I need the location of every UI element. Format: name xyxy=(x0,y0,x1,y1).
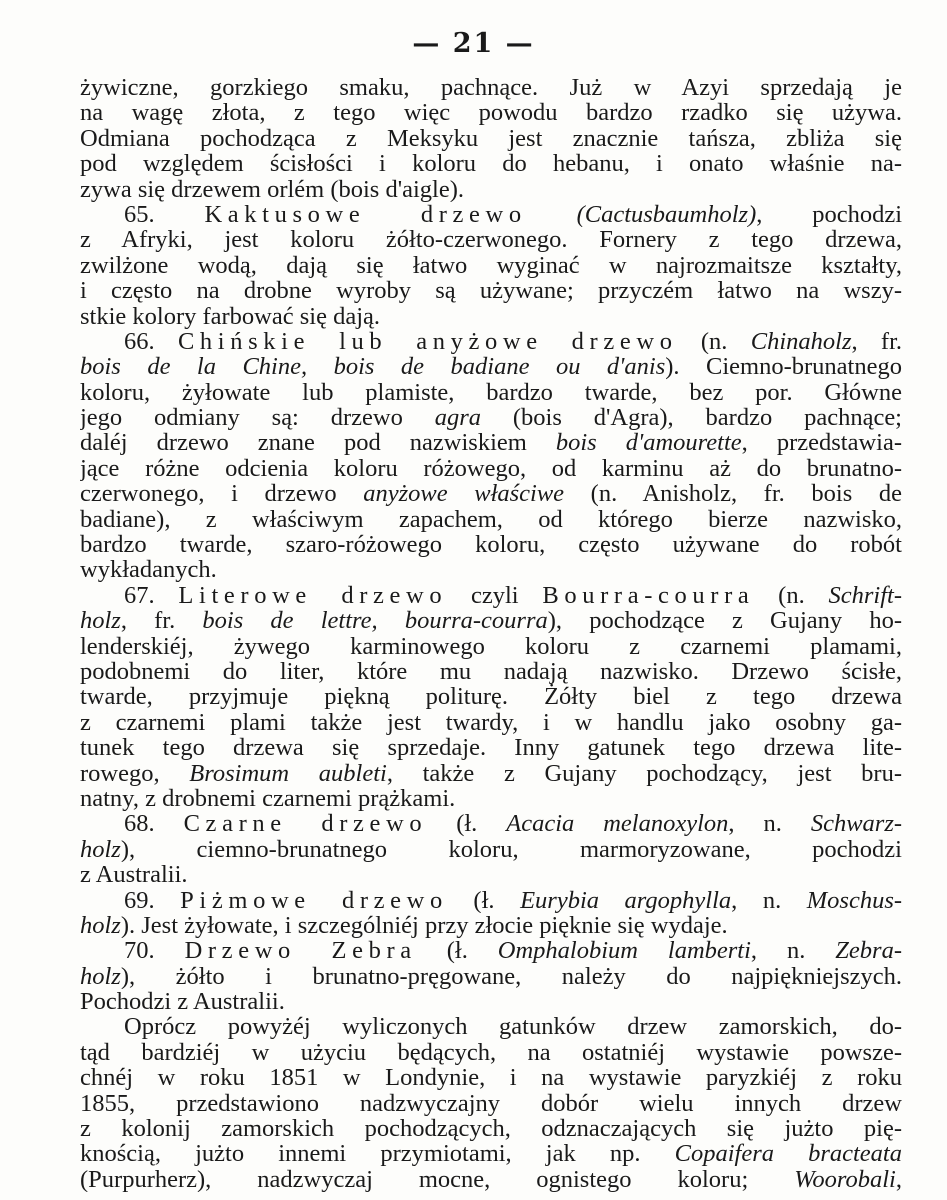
text-segment: , n. xyxy=(750,938,836,964)
text-line xyxy=(80,938,902,963)
text-segment: czyli xyxy=(447,582,543,609)
text-segment: (bois d'Agra), bardzo pachnące; xyxy=(481,405,902,431)
text-line xyxy=(80,481,902,506)
text-segment: ). Ciemno-brunatnego xyxy=(665,354,902,380)
page-number: — 21 — xyxy=(412,28,535,59)
text-line xyxy=(80,557,902,582)
text-line xyxy=(80,532,902,557)
text-segment: daléj drzewo znane pod nazwiskiem xyxy=(80,430,556,456)
text-line xyxy=(80,1116,902,1141)
text-line xyxy=(80,735,902,760)
text-segment: lenderskiéj, żywego karminowego koloru z czarnemi plamami, xyxy=(80,633,902,659)
text-segment: 67. xyxy=(124,582,179,609)
text-segment: chnéj w roku 1851 w Londynie, i na wystawie paryzkiéj z roku xyxy=(80,1065,902,1091)
text-segment: tunek tego drzewa się sprzedaje. Inny gatunek tego drzewa lite- xyxy=(80,735,902,761)
text-segment: Pochodzi z Australii. xyxy=(80,989,285,1015)
text-segment: (n. xyxy=(754,582,829,609)
italic-term: Moschus- xyxy=(806,887,902,913)
text-segment: zywa się drzewem orlém (bois d'aigle). xyxy=(80,176,465,202)
text-segment: bardzo twarde, szaro-różowego koloru, często używane do robót xyxy=(80,532,902,558)
text-segment: 69. xyxy=(124,887,181,913)
text-segment: (ł. xyxy=(416,938,498,964)
text-segment: , pochodzi xyxy=(756,201,902,228)
text-line xyxy=(80,862,902,887)
text-segment: (n. Anisholz, fr. bois de xyxy=(564,481,902,507)
text-segment: twarde, przyjmuje piękną politurę. Żółty biel z tego drzewa xyxy=(80,684,902,710)
text-line xyxy=(80,126,902,151)
text-segment: Oprócz powyżéj wyliczonych gatunków drzew zamorskich, do- xyxy=(124,1014,902,1040)
text-line xyxy=(80,1065,902,1090)
text-segment: ), ciemno-brunatnego koloru, marmoryzowane, pochodzi xyxy=(120,836,902,863)
text-segment: (ł. xyxy=(427,811,507,837)
text-segment: żywiczne, gorzkiego smaku, pachnące. Już w Azyi sprzedają je xyxy=(80,75,902,101)
text-line xyxy=(80,202,902,227)
text-segment: (Purpurherz), nadzwyczaj mocne, ognistego koloru; xyxy=(80,1166,795,1193)
text-segment: tąd bardziéj w użyciu będących, na ostatniéj wystawie powsze- xyxy=(80,1039,902,1066)
text-segment: podobnemi do liter, które mu nadają nazwisko. Drzewo ścisłe, xyxy=(80,658,902,685)
entry-heading: Drzewo Zebra xyxy=(184,938,417,964)
italic-term: anyżowe właściwe xyxy=(363,481,565,507)
italic-term: Brosimum aubleti xyxy=(189,760,387,786)
italic-term: holz xyxy=(80,608,121,634)
text-segment: badiane), z właściwym zapachem, od którego bierze nazwisko, xyxy=(80,506,902,533)
italic-term: Copaifera bracteata xyxy=(674,1141,902,1167)
entry-heading: Literowe drzewo xyxy=(178,582,448,609)
text-segment: , xyxy=(895,1166,902,1193)
text-segment: stkie kolory farbować się dają. xyxy=(80,303,381,329)
text-segment: 1855, przedstawiono nadzwyczajny dobór wielu innych drzew xyxy=(80,1090,902,1117)
entry-heading: Chińskie lub anyżowe drzewo xyxy=(177,328,678,355)
text-line xyxy=(80,380,902,405)
italic-term: Schwarz- xyxy=(810,811,902,837)
italic-term: Chinaholz xyxy=(750,328,852,355)
text-segment: ), żółto i brunatno-pręgowane, należy do najpiękniejszych. xyxy=(120,963,902,990)
text-line xyxy=(80,710,902,735)
text-line xyxy=(80,634,902,659)
text-line xyxy=(80,608,902,633)
text-segment: wykładanych. xyxy=(80,557,217,583)
text-line xyxy=(80,1167,902,1192)
text-segment: , n. xyxy=(728,811,811,837)
text-segment: pod względem ścisłości i koloru do hebanu, i onato właśnie na- xyxy=(80,151,902,177)
text-segment: ), pochodzące z Gujany ho- xyxy=(547,608,902,634)
text-segment: z czarnemi plami także jest twardy, i w handlu jako osobny ga- xyxy=(80,709,902,736)
text-line xyxy=(80,888,902,913)
text-segment: na wagę złota, z tego więc powodu bardzo rzadko się używa. xyxy=(80,100,902,126)
text-line xyxy=(80,1091,902,1116)
italic-term: Schrift- xyxy=(828,582,902,609)
text-line xyxy=(80,100,902,125)
text-segment: ). Jest żyłowate, i szczególniéj przy złocie pięknie się wydaje. xyxy=(120,912,728,939)
text-segment: (ł. xyxy=(447,887,521,913)
text-line xyxy=(80,964,902,989)
text-line xyxy=(80,1141,902,1166)
text-line xyxy=(80,75,902,100)
text-line xyxy=(80,684,902,709)
text-line xyxy=(80,786,902,811)
text-line xyxy=(80,227,902,252)
text-line xyxy=(80,354,902,379)
text-segment: , fr. xyxy=(851,328,902,355)
text-line xyxy=(80,405,902,430)
entry-heading: Kaktusowe drzewo xyxy=(204,201,527,228)
text-line xyxy=(80,659,902,684)
text-segment: 66. xyxy=(124,328,178,355)
italic-term: holz xyxy=(80,963,121,990)
text-line xyxy=(80,456,902,481)
text-segment: jące różne odcienia koloru różowego, od karminu aż do brunatno- xyxy=(80,455,902,482)
text-segment: czerwonego, i drzewo xyxy=(80,481,364,507)
text-segment: , n. xyxy=(731,887,807,913)
italic-term: bois d'amourette xyxy=(555,430,742,456)
text-segment xyxy=(527,202,577,227)
italic-term: Omphalobium lamberti xyxy=(497,938,751,964)
text-segment: 70. xyxy=(124,938,185,964)
text-line xyxy=(80,430,902,455)
italic-term: Zebra- xyxy=(835,938,902,964)
entry-heading: Czarne drzewo xyxy=(183,811,428,837)
entry-heading: Bourra-courra xyxy=(542,582,755,609)
italic-term: Eurybia argophylla xyxy=(520,887,732,913)
italic-term: agra xyxy=(434,405,482,431)
italic-term: Woorobali xyxy=(794,1166,896,1193)
text-line xyxy=(80,253,902,278)
entry-heading: Piżmowe drzewo xyxy=(180,887,448,913)
text-line xyxy=(80,811,902,836)
text-line xyxy=(80,177,902,202)
text-segment: natny, z drobnemi czarnemi prążkami. xyxy=(80,785,456,812)
body-text xyxy=(80,75,902,1192)
text-segment: (n. xyxy=(677,328,751,355)
text-line xyxy=(80,151,902,176)
text-line xyxy=(80,837,902,862)
text-segment: , fr. xyxy=(120,608,203,634)
italic-term: holz xyxy=(80,912,121,939)
text-line xyxy=(80,1040,902,1065)
text-line xyxy=(80,507,902,532)
text-segment: jego odmiany są: drzewo xyxy=(80,405,435,431)
text-line xyxy=(80,913,902,938)
text-line xyxy=(80,1014,902,1039)
text-segment: , także z Gujany pochodzący, jest bru- xyxy=(386,760,902,786)
text-segment: 65. xyxy=(124,201,205,228)
text-line xyxy=(80,278,902,303)
text-segment: z kolonij zamorskich pochodzących, odznaczających się jużto pię- xyxy=(80,1116,902,1142)
text-line xyxy=(80,989,902,1014)
text-line xyxy=(80,583,902,608)
italic-term: holz xyxy=(80,836,121,863)
italic-term: bois de lettre, bourra-courra xyxy=(202,608,548,634)
italic-term: (Cactusbaumholz) xyxy=(576,201,757,228)
text-segment: , przedstawia- xyxy=(741,430,902,456)
text-segment: i często na drobne wyroby są używane; przyczém łatwo na wszy- xyxy=(80,278,902,304)
italic-term: Acacia melanoxylon xyxy=(506,811,729,837)
text-segment: z Afryki, jest koloru żółto-czerwonego. Fornery z tego drzewa, xyxy=(80,227,902,253)
text-segment: rowego, xyxy=(80,760,190,786)
text-segment: zwilżone wodą, dają się łatwo wyginać w najrozmaitsze kształty, xyxy=(80,252,902,279)
text-segment: 68. xyxy=(124,811,184,837)
text-segment: knością, jużto innemi przymiotami, jak np. xyxy=(80,1141,675,1167)
italic-term: bois de la Chine, bois de badiane ou d'anis xyxy=(80,354,666,380)
text-line xyxy=(80,329,902,354)
text-segment: Odmiana pochodząca z Meksyku jest znacznie tańsza, zbliża się xyxy=(80,125,902,152)
text-line xyxy=(80,304,902,329)
text-segment: z Australii. xyxy=(80,862,188,888)
text-segment: koloru, żyłowate lub plamiste, bardzo twarde, bez por. Główne xyxy=(80,379,902,406)
text-line xyxy=(80,761,902,786)
